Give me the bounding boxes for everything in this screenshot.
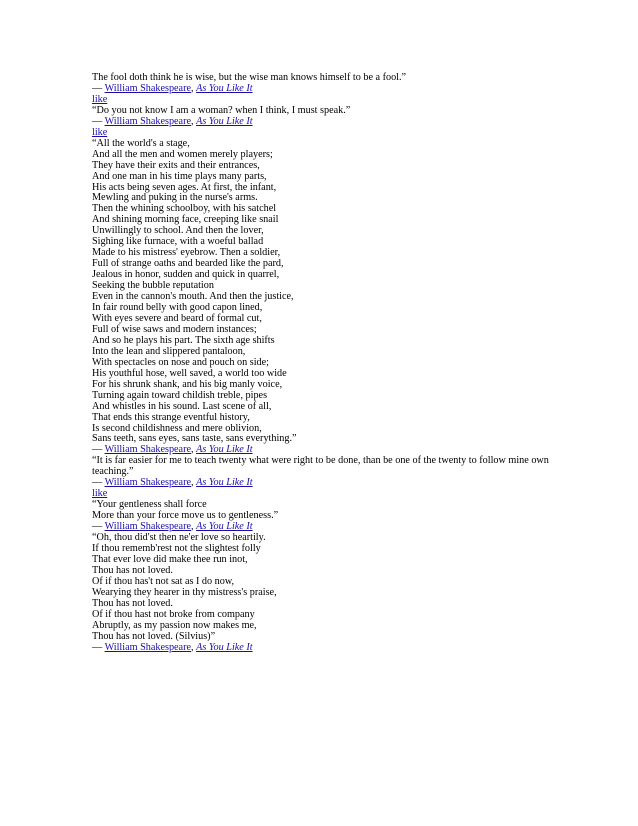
quote-block xyxy=(92,456,562,500)
quotes-content xyxy=(92,73,562,654)
quote-line: Abruptly, as my passion now makes me, xyxy=(92,619,257,631)
work-title-link[interactable]: As You Like It xyxy=(196,115,253,127)
like-link-text[interactable]: like xyxy=(92,488,108,500)
quote-line: And so he plays his part. The sixth age shifts xyxy=(92,334,275,346)
author-link[interactable]: William Shakespeare xyxy=(104,444,191,456)
quote-line: “Oh, thou did'st then ne'er love so heartily. xyxy=(92,532,266,544)
quote-line: And whistles in his sound. Last scene of all, xyxy=(92,400,272,412)
attribution-dash: — xyxy=(92,641,105,653)
quote-line: Thou has not loved. xyxy=(92,564,173,576)
quote-line: “All the world's a stage, xyxy=(92,137,190,149)
quote-block xyxy=(92,533,562,653)
author-link[interactable]: William Shakespeare xyxy=(104,477,191,489)
attribution-comma: , xyxy=(191,477,197,489)
quote-line: With spectacles on nose and pouch on side; xyxy=(92,356,269,368)
quote-block xyxy=(92,500,562,533)
author-link[interactable]: William Shakespeare xyxy=(104,641,191,653)
attribution xyxy=(92,117,562,128)
quote-line: Is second childishness and mere oblivion, xyxy=(92,422,262,434)
quote-block xyxy=(92,73,562,106)
quote-line: Jealous in honor, sudden and quick in quarrel, xyxy=(92,269,280,281)
quote-line: Seeking the bubble reputation xyxy=(92,280,214,292)
quote-line: Into the lean and slippered pantaloon, xyxy=(92,345,246,357)
quote-line: His acts being seven ages. At first, the infant, xyxy=(92,181,277,193)
quote-line: Thou has not loved. xyxy=(92,597,173,609)
quote-line: Thou has not loved. (Silvius)” xyxy=(92,630,216,642)
quote-line: Mewling and puking in the nurse's arms. xyxy=(92,192,258,204)
attribution-dash: — xyxy=(92,521,105,533)
quote-line: If thou rememb'rest not the slightest folly xyxy=(92,542,261,554)
quote-line: Wearying they hearer in thy mistress's praise, xyxy=(92,586,277,598)
quote-line: “Do you not know I am a woman? when I think, I must speak.” xyxy=(92,104,351,116)
quote-line: And shining morning face, creeping like snail xyxy=(92,214,279,226)
work-title-link[interactable]: As You Like It xyxy=(196,82,253,94)
author-link[interactable]: William Shakespeare xyxy=(104,115,191,127)
quote-line: And all the men and women merely players; xyxy=(92,148,273,160)
quote-line: Of if thou hast not broke from company xyxy=(92,608,255,620)
attribution-dash: — xyxy=(92,477,105,489)
attribution xyxy=(92,478,562,489)
quote-line: Then the whining schoolboy, with his satchel xyxy=(92,203,277,215)
quote-line: For his shrunk shank, and his big manly voice, xyxy=(92,378,283,390)
quote-line: The fool doth think he is wise, but the wise man knows himself to be a fool.” xyxy=(92,72,407,83)
quote-line: That ever love did make thee run inot, xyxy=(92,553,248,565)
quote-line: Made to his mistress' eyebrow. Then a soldier, xyxy=(92,247,281,259)
quote-line: Full of wise saws and modern instances; xyxy=(92,323,257,335)
quote-line: “Your gentleness shall force xyxy=(92,499,207,511)
quote-line: With eyes severe and beard of formal cut, xyxy=(92,312,262,324)
work-title-link[interactable]: As You Like It xyxy=(196,444,253,456)
quote-line: Of if thou has't not sat as I do now, xyxy=(92,575,235,587)
author-link[interactable]: William Shakespeare xyxy=(104,82,191,94)
quote-line: More than your force move us to gentleness.” xyxy=(92,510,279,522)
work-title-link[interactable]: As You Like It xyxy=(196,521,253,533)
attribution-comma: , xyxy=(191,641,197,653)
attribution-comma: , xyxy=(191,521,197,533)
attribution-comma: , xyxy=(191,115,197,127)
quote-line: His youthful hose, well saved, a world too wide xyxy=(92,367,287,379)
like-link-text[interactable]: like xyxy=(92,93,108,105)
attribution xyxy=(92,643,562,654)
like-link-text[interactable]: like xyxy=(92,126,108,138)
attribution-comma: , xyxy=(191,444,197,456)
author-link[interactable]: William Shakespeare xyxy=(104,521,191,533)
work-title-link[interactable]: As You Like It xyxy=(196,477,253,489)
attribution-dash: — xyxy=(92,82,105,94)
quote-block xyxy=(92,106,562,139)
quote-line: That ends this strange eventful history, xyxy=(92,411,250,423)
attribution-dash: — xyxy=(92,444,105,456)
quote-line: Turning again toward childish treble, pipes xyxy=(92,389,268,401)
quote-line: Even in the cannon's mouth. And then the justice, xyxy=(92,291,294,303)
attribution-comma: , xyxy=(191,82,197,94)
quote-line: Sighing like furnace, with a woeful ballad xyxy=(92,236,264,248)
quote-line: In fair round belly with good capon lined, xyxy=(92,302,263,314)
quote-line: They have their exits and their entrances, xyxy=(92,159,260,171)
attribution-dash: — xyxy=(92,115,105,127)
attribution xyxy=(92,84,562,95)
quote-block xyxy=(92,139,562,457)
quote-line: Sans teeth, sans eyes, sans taste, sans everything.” xyxy=(92,433,297,445)
quote-line: Unwillingly to school. And then the lover, xyxy=(92,225,264,237)
quote-line: And one man in his time plays many parts, xyxy=(92,170,267,182)
work-title-link[interactable]: As You Like It xyxy=(196,641,253,653)
quote-line: “It is far easier for me to teach twenty what were right to be done, than be one of the twenty to follow mine own teaching.” xyxy=(92,455,549,478)
quote-line: Full of strange oaths and bearded like the pard, xyxy=(92,258,284,270)
